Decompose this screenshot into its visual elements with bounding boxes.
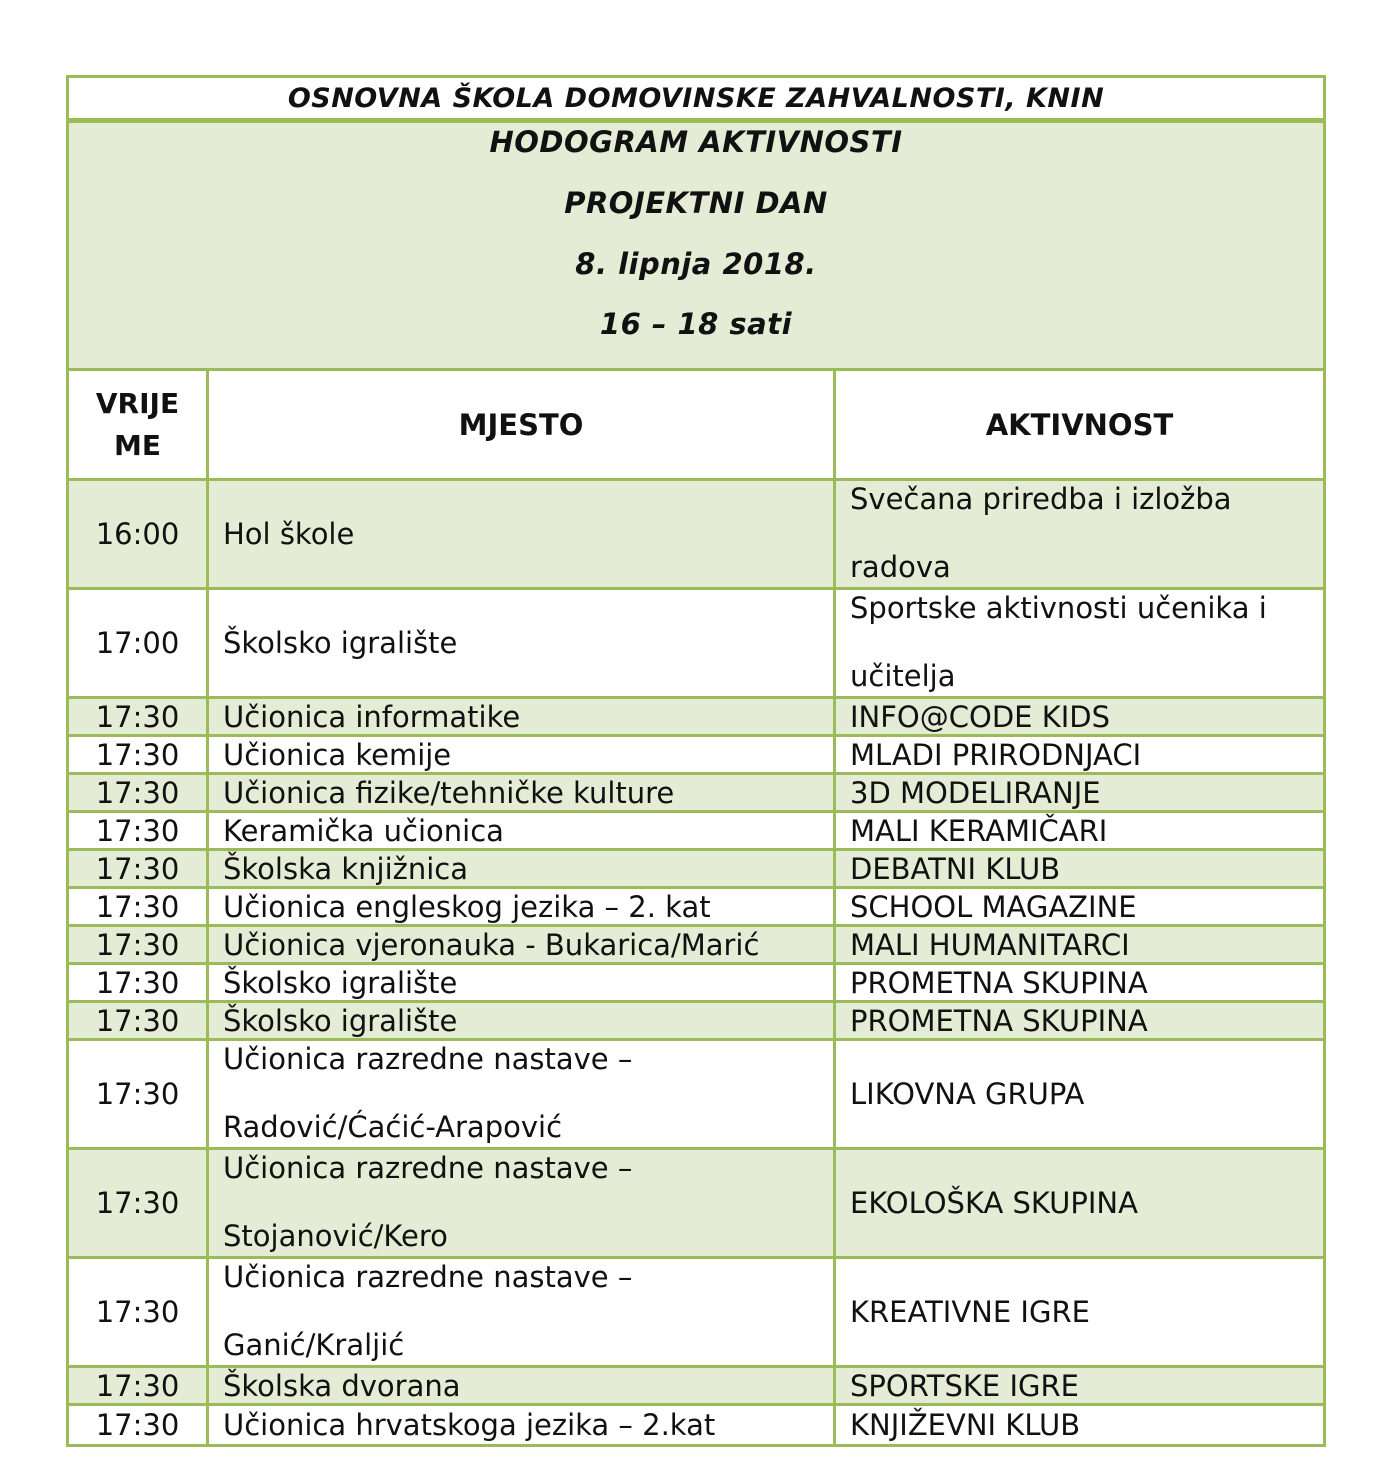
place-cell-text: Hol škole xyxy=(223,517,355,551)
time-cell: 17:30 xyxy=(69,851,209,886)
document-title: HODOGRAM AKTIVNOSTI xyxy=(489,125,903,159)
place-cell xyxy=(209,813,836,848)
table-row xyxy=(69,590,1323,699)
place-cell-line: Ganić/Kraljić xyxy=(223,1328,405,1362)
activity-cell-text: MALI KERAMIČARI xyxy=(850,813,1108,848)
table-row xyxy=(69,889,1323,927)
event-date: 8. lipnja 2018. xyxy=(575,246,817,281)
table-row xyxy=(69,1259,1323,1368)
activity-cell-text: PROMETNA SKUPINA xyxy=(850,965,1148,1000)
activity-cell xyxy=(836,737,1323,772)
place-cell-line: Radović/Ćaćić-Arapović xyxy=(223,1110,563,1144)
place-cell-line: Učionica razredne nastave – xyxy=(223,1151,633,1185)
activity-cell xyxy=(836,851,1323,886)
place-cell-text: Učionica kemije xyxy=(223,737,452,772)
place-cell-line: Učionica razredne nastave – xyxy=(223,1260,633,1294)
activity-cell xyxy=(836,481,1323,587)
column-header-row xyxy=(69,371,1323,481)
place-cell xyxy=(209,590,836,696)
table-row xyxy=(69,737,1323,775)
time-cell: 17:30 xyxy=(69,813,209,848)
place-cell xyxy=(209,851,836,886)
activity-cell-text: SCHOOL MAGAZINE xyxy=(850,889,1137,924)
activity-cell-text: KNJIŽEVNI KLUB xyxy=(850,1408,1081,1442)
time-cell: 17:30 xyxy=(69,1041,209,1147)
place-cell-line: Stojanović/Kero xyxy=(223,1219,448,1253)
time-header-line1: VRIJE xyxy=(95,386,180,420)
activity-cell-text: KREATIVNE IGRE xyxy=(850,1295,1090,1329)
place-column-header: MJESTO xyxy=(209,371,836,478)
time-cell: 17:00 xyxy=(69,590,209,696)
table-row xyxy=(69,1368,1323,1406)
place-cell-text: Učionica vjeronauka - Bukarica/Marić xyxy=(223,927,760,962)
table-row xyxy=(69,775,1323,813)
activity-cell-text: MALI HUMANITARCI xyxy=(850,927,1130,962)
place-cell-text: Školsko igralište xyxy=(223,965,458,1000)
activity-cell-text: EKOLOŠKA SKUPINA xyxy=(850,1186,1138,1220)
table-row xyxy=(69,1041,1323,1150)
place-cell-text: Učionica fizike/tehničke kulture xyxy=(223,775,675,810)
activity-cell-text: LIKOVNA GRUPA xyxy=(850,1077,1085,1111)
activity-cell-text: PROMETNA SKUPINA xyxy=(850,1003,1148,1038)
schedule-table xyxy=(66,75,1326,1447)
activity-cell-line: radova xyxy=(850,550,951,584)
activity-cell-text: DEBATNI KLUB xyxy=(850,851,1061,886)
place-cell-text: Učionica informatike xyxy=(223,699,521,734)
table-row xyxy=(69,813,1323,851)
place-cell xyxy=(209,699,836,734)
table-row xyxy=(69,1003,1323,1041)
document-subtitle: PROJEKTNI DAN xyxy=(564,185,828,220)
place-cell-text: Školsko igralište xyxy=(223,1003,458,1038)
activity-cell xyxy=(836,889,1323,924)
time-cell: 17:30 xyxy=(69,1259,209,1365)
place-cell xyxy=(209,1041,836,1147)
time-cell: 17:30 xyxy=(69,1150,209,1256)
table-row xyxy=(69,965,1323,1003)
table-row xyxy=(69,481,1323,590)
place-cell xyxy=(209,481,836,587)
place-cell xyxy=(209,1259,836,1365)
place-cell xyxy=(209,889,836,924)
place-cell-text: Keramička učionica xyxy=(223,813,504,848)
activity-cell xyxy=(836,1150,1323,1256)
place-cell xyxy=(209,927,836,962)
place-cell xyxy=(209,965,836,1000)
time-cell: 17:30 xyxy=(69,1003,209,1038)
table-row xyxy=(69,1150,1323,1259)
activity-cell xyxy=(836,1003,1323,1038)
place-cell xyxy=(209,1406,836,1444)
activity-cell-line: Sportske aktivnosti učenika i xyxy=(850,591,1267,625)
time-cell: 17:30 xyxy=(69,1368,209,1403)
time-cell: 17:30 xyxy=(69,775,209,810)
activity-cell xyxy=(836,1406,1323,1444)
activity-cell xyxy=(836,699,1323,734)
event-time: 16 – 18 sati xyxy=(599,307,793,342)
activity-cell xyxy=(836,1259,1323,1365)
place-cell xyxy=(209,1003,836,1038)
activity-cell xyxy=(836,1368,1323,1403)
table-row xyxy=(69,1406,1323,1444)
place-cell-text: Učionica engleskog jezika – 2. kat xyxy=(223,889,711,924)
time-header-line2: ME xyxy=(114,428,161,462)
activity-cell-line: učitelja xyxy=(850,659,956,693)
time-cell: 17:30 xyxy=(69,965,209,1000)
activity-cell xyxy=(836,590,1323,696)
time-column-header xyxy=(69,371,209,478)
place-cell-text: Školsko igralište xyxy=(223,626,458,660)
activity-cell xyxy=(836,927,1323,962)
activity-cell-text: 3D MODELIRANJE xyxy=(850,775,1101,810)
activity-cell-text: INFO@CODE KIDS xyxy=(850,699,1111,734)
title-block xyxy=(69,123,1323,371)
place-cell-text: Učionica hrvatskoga jezika – 2.kat xyxy=(223,1408,716,1442)
schedule-rows xyxy=(69,481,1323,1444)
time-cell: 17:30 xyxy=(69,927,209,962)
activity-cell-text: MLADI PRIRODNJACI xyxy=(850,737,1142,772)
activity-cell xyxy=(836,813,1323,848)
place-cell xyxy=(209,1368,836,1403)
place-cell-line: Učionica razredne nastave – xyxy=(223,1042,633,1076)
place-cell-text: Školska dvorana xyxy=(223,1368,461,1403)
school-name: OSNOVNA ŠKOLA DOMOVINSKE ZAHVALNOSTI, KNIN xyxy=(69,78,1323,123)
activity-cell xyxy=(836,1041,1323,1147)
place-cell-text: Školska knjižnica xyxy=(223,851,469,886)
time-cell: 17:30 xyxy=(69,1406,209,1444)
activity-cell xyxy=(836,775,1323,810)
place-cell xyxy=(209,737,836,772)
table-row xyxy=(69,927,1323,965)
time-cell: 17:30 xyxy=(69,699,209,734)
time-cell: 17:30 xyxy=(69,889,209,924)
time-cell: 16:00 xyxy=(69,481,209,587)
table-row xyxy=(69,851,1323,889)
place-cell xyxy=(209,1150,836,1256)
activity-cell xyxy=(836,965,1323,1000)
place-cell xyxy=(209,775,836,810)
time-cell: 17:30 xyxy=(69,737,209,772)
activity-cell-line: Svečana priredba i izložba xyxy=(850,482,1232,516)
table-row xyxy=(69,699,1323,737)
activity-cell-text: SPORTSKE IGRE xyxy=(850,1368,1079,1403)
activity-column-header: AKTIVNOST xyxy=(985,407,1174,442)
